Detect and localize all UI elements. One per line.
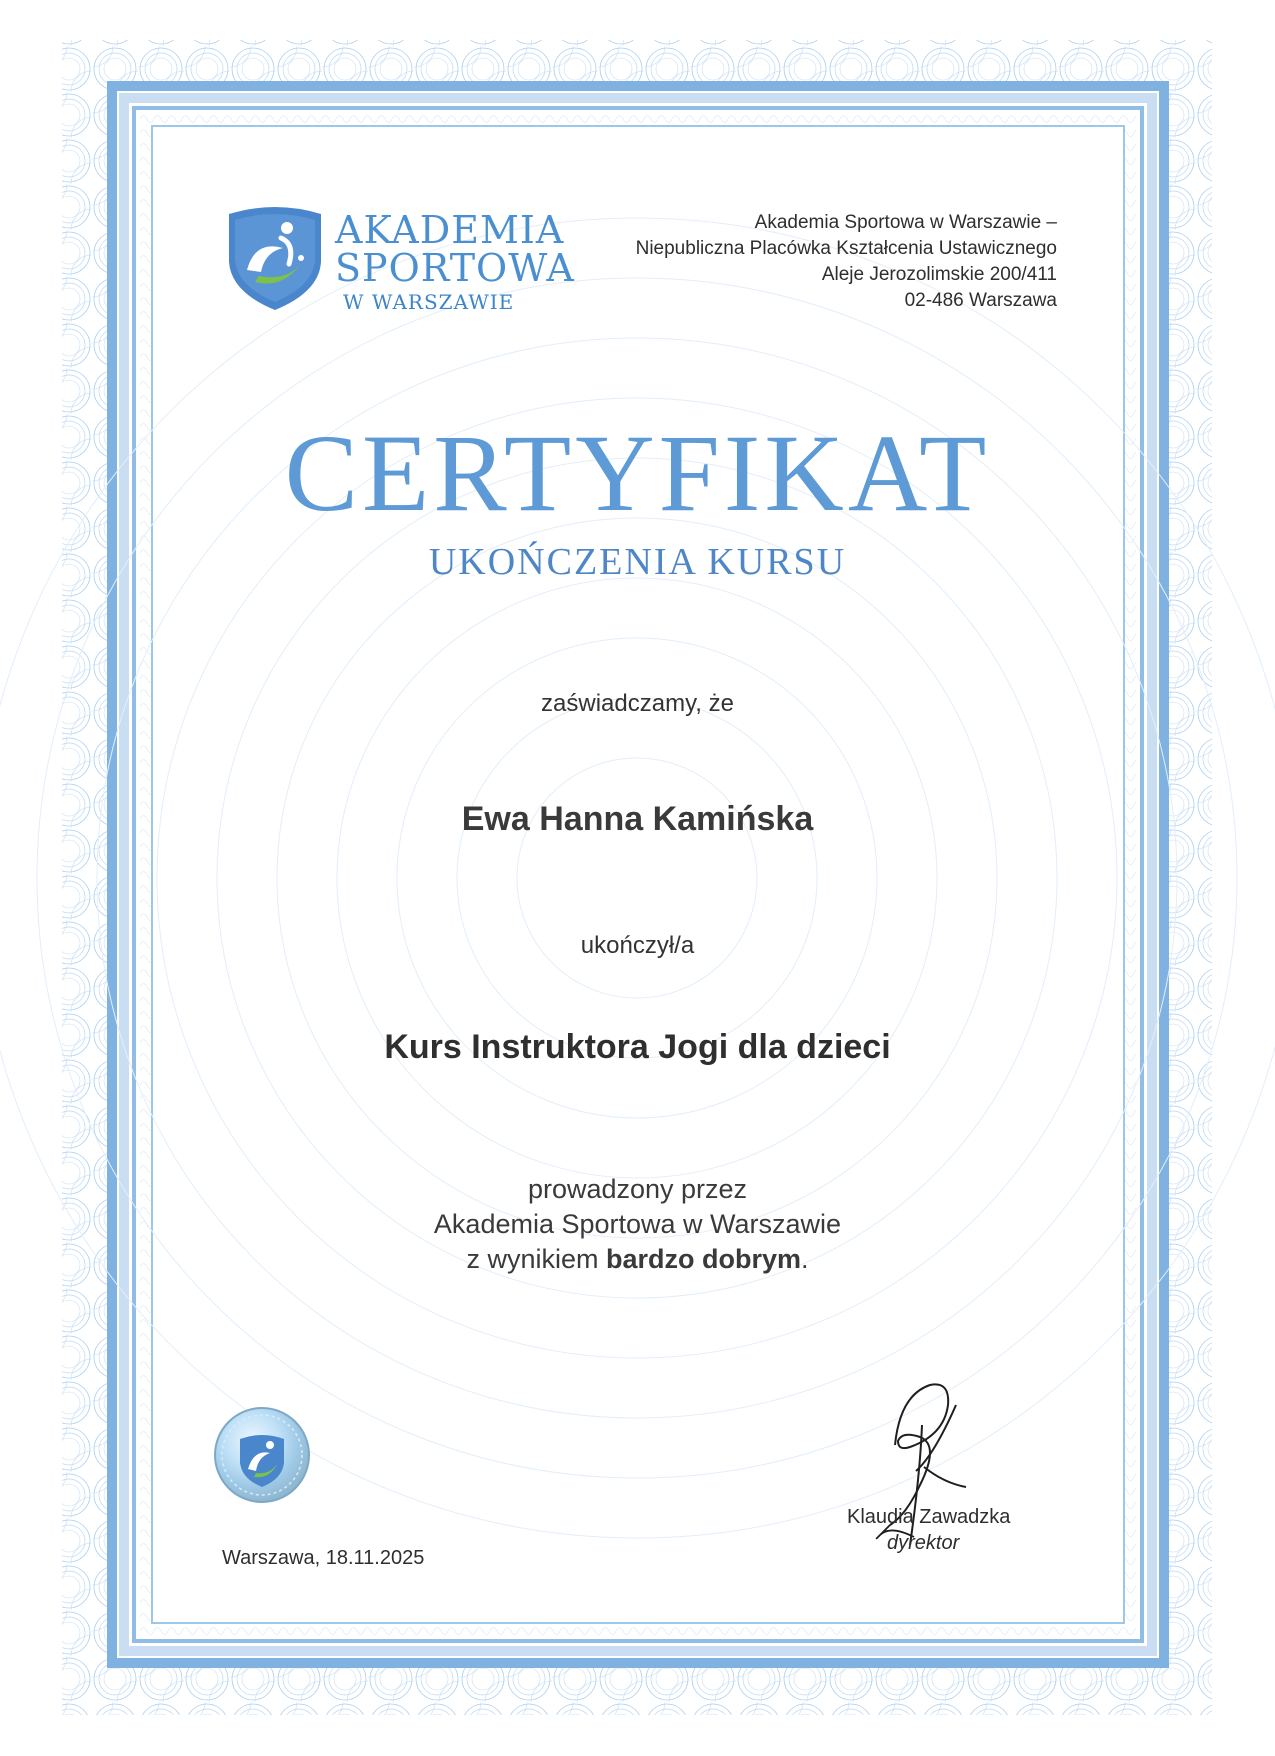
director-role: dyrektor [887,1532,960,1554]
logo-line-2: SPORTOWA [335,246,575,290]
result-block [0,1172,1275,1277]
address-line: Akademia Sportowa w Warszawie – [754,212,1057,233]
certificate-subtitle: UKOŃCZENIA KURSU [428,541,847,583]
recipient-name: Ewa Hanna Kamińska [461,800,814,838]
director-name: Klaudia Zawadzka [847,1506,1011,1528]
logo-line-3: W WARSZAWIE [343,290,515,314]
address-line: Niepubliczna Placówka Kształcenia Ustawicznego [635,238,1057,259]
address-line: 02-486 Warszawa [904,290,1057,311]
result-suffix: . [801,1244,809,1274]
completed-label: ukończył/a [580,932,695,959]
result-line-2: Akademia Sportowa w Warszawie [433,1209,842,1239]
certificate-title: CERTYFIKAT [284,412,991,534]
logo-line-1: AKADEMIA [335,208,565,252]
result-line-3 [0,1242,1275,1277]
course-name: Kurs Instruktora Jogi dla dzieci [384,1028,891,1066]
result-grade: bardzo dobrym [606,1244,802,1274]
shield-athlete-icon [225,200,325,312]
address-line: Aleje Jerozolimskie 200/411 [821,264,1057,285]
institution-address [636,210,1057,314]
result-prefix: z wynikiem [466,1244,606,1274]
intro-text: zaświadczamy, że [541,690,734,717]
result-line-1: prowadzony przez [527,1174,748,1204]
place-and-date: Warszawa, 18.11.2025 [222,1547,425,1569]
hologram-seal-icon [212,1405,312,1505]
